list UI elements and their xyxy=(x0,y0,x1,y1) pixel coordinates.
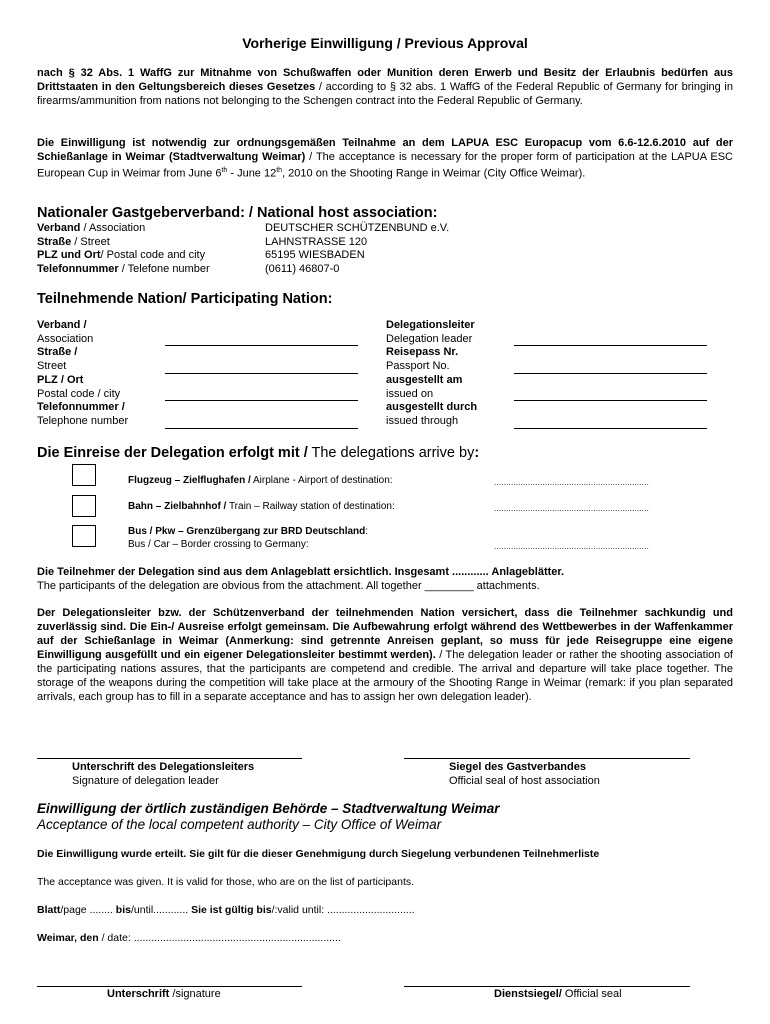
date-label: Weimar, den xyxy=(37,932,99,944)
assurance-de: Der Delegationsleiter bzw. der Schützenverband der teilnehmenden Nation versichert, dass die Teilnehmer sachkundig und zuverlässig sind. Die Ein-/ Ausreise erfolgt gemeinsam. Die Aufbewahrung erfolgt während des Wettbewerbes in der Waffenkammer auf der Schießanlage in Weimar (Anmerkung: sind getrennte Anreisen geplant, so muss für jede Reisegruppe eine eigene Einwilligung ausgefüllt und ein eigener Delegationsleiter bestimmt werden). xyxy=(37,607,733,661)
signature-label-en: Signature of delegation leader xyxy=(72,774,219,787)
participating-left-labels xyxy=(37,319,128,429)
label-en: Passport No. xyxy=(386,360,450,373)
arrival-heading xyxy=(37,445,479,461)
association-field[interactable] xyxy=(165,345,358,346)
host-heading: Nationaler Gastgeberverband: / National host association: xyxy=(37,205,438,221)
delegation-leader-signature-line[interactable] xyxy=(37,758,302,759)
bis-label: bis xyxy=(115,904,131,916)
official-seal-label xyxy=(494,988,622,1000)
label-de: Telefonnummer / xyxy=(37,401,125,414)
date-line xyxy=(37,932,341,944)
signature-label xyxy=(107,988,221,1000)
host-seal-line[interactable] xyxy=(404,758,690,759)
train-checkbox[interactable] xyxy=(72,495,96,517)
option-de: Bahn – Zielbahnhof / xyxy=(128,501,227,512)
label-en: Association xyxy=(37,332,94,345)
purpose-en-3: , 2010 on the Shooting Range in Weimar (City Office Weimar). xyxy=(282,167,586,180)
label-en: Delegation leader xyxy=(386,332,473,345)
participating-right-labels xyxy=(386,319,477,429)
attachment-text xyxy=(37,566,564,593)
bus-car-option-label xyxy=(128,525,368,551)
airplane-checkbox[interactable] xyxy=(72,464,96,486)
airplane-destination-field[interactable]: ................................................................ xyxy=(494,478,650,487)
train-option-label xyxy=(128,501,395,512)
label-de: Delegationsleiter xyxy=(386,319,475,331)
assurance-paragraph xyxy=(37,606,733,704)
option-de: Flugzeug – Zielflughafen / xyxy=(128,475,251,486)
arrival-heading-colon: : xyxy=(474,445,480,461)
bus-car-checkbox[interactable] xyxy=(72,525,96,547)
authority-signature-line[interactable] xyxy=(37,986,302,987)
airplane-option-label xyxy=(128,475,393,486)
host-label-en: / Association xyxy=(80,222,146,234)
assurance-en: / The delegation leader or rather the shooting association of the participating nations assures, that the participants are competend and credible. The arrival and departure will take place together. The storage of the weapons during the competition will take place at the armoury of the Shooting Range in Weimar (remark: if you plan separated arrivals, each group has to fill in a separate acceptance and has to assign her own delegation leader). xyxy=(37,649,733,703)
acceptance-given-en: The acceptance was given. It is valid for those, who are on the list of participants. xyxy=(37,876,415,888)
option-en-line2: Bus / Car – Border crossing to Germany: xyxy=(128,539,309,550)
authority-heading-de: Einwilligung der örtlich zuständigen Behörde – Stadtverwaltung Weimar xyxy=(37,801,500,816)
label-en: Street xyxy=(37,360,67,373)
purpose-paragraph xyxy=(37,136,733,181)
signature-label-de: Unterschrift des Delegationsleiters xyxy=(72,761,255,773)
acceptance-given-de: Die Einwilligung wurde erteilt. Sie gilt für die dieser Genehmigung durch Siegelung verbundenen Teilnehmerliste xyxy=(37,848,600,860)
arrival-heading-de: Die Einreise der Delegation erfolgt mit / xyxy=(37,445,308,461)
label-de: Verband / xyxy=(37,319,87,331)
train-destination-field[interactable]: ................................................................ xyxy=(494,504,650,513)
host-value-phone: (0611) 46807-0 xyxy=(265,263,340,276)
label-en: Postal code / city xyxy=(37,387,121,400)
seal-label-de: Dienstsiegel/ xyxy=(494,988,562,1000)
until-field[interactable]: /until............ xyxy=(130,904,192,916)
host-value-association: DEUTSCHER SCHÜTZENBUND e.V. xyxy=(265,222,450,234)
valid-until-label: Sie ist gültig bis xyxy=(191,904,272,916)
label-de: Reisepass Nr. xyxy=(386,346,459,359)
label-de: PLZ / Ort xyxy=(37,373,84,386)
postal-city-field[interactable] xyxy=(165,400,358,401)
host-values xyxy=(265,222,449,277)
label-de: ausgestellt am xyxy=(386,373,463,386)
border-crossing-field[interactable]: ................................................................ xyxy=(494,542,650,551)
host-value-street: LAHNSTRASSE 120 xyxy=(265,235,368,248)
host-label-de: Telefonnummer xyxy=(37,263,119,276)
blatt-label: Blatt xyxy=(37,904,61,916)
option-en: Train – Railway station of destination: xyxy=(226,501,395,512)
host-label-en: / Postal code and city xyxy=(100,249,206,262)
host-label-de: Verband xyxy=(37,222,81,234)
participating-heading: Teilnehmende Nation/ Participating Nation: xyxy=(37,291,333,307)
purpose-de: Die Einwilligung ist notwendig zur ordnungsgemäßen Teilnahme an dem LAPUA ESC Europacup vom 6.6-12.6.2010 auf der Schießanlage in Weimar (Stadtverwaltung Weimar) xyxy=(37,137,733,163)
signature-left-label xyxy=(72,761,254,788)
host-label-en: / Street xyxy=(71,235,110,248)
intro-de: nach § 32 Abs. 1 WaffG zur Mitnahme von Schußwaffen oder Munition deren Erwerb und Besitz der Erlaubnis bedürfen aus Drittstaaten in den Geltungsbereich dieses Gesetzes xyxy=(37,67,733,93)
street-field[interactable] xyxy=(165,373,358,374)
option-en: : xyxy=(365,526,369,537)
option-en: Airplane - Airport of destination: xyxy=(250,475,393,486)
page-title: Vorherige Einwilligung / Previous Approval xyxy=(242,35,528,51)
purpose-en-1: / The acceptance is necessary for the proper form of participation at the LAPUA ESC European Cup in Weimar from June 6 xyxy=(37,151,733,180)
signature-label-de: Unterschrift xyxy=(107,988,170,1000)
date-field[interactable]: / date: ....................................................................... xyxy=(98,932,341,944)
passport-field[interactable] xyxy=(514,373,707,374)
label-en: issued on xyxy=(386,387,434,400)
host-labels xyxy=(37,222,210,277)
official-seal-line[interactable] xyxy=(404,986,690,987)
label-en: Telephone number xyxy=(37,414,129,427)
seal-label-de: Siegel des Gastverbandes xyxy=(449,761,586,773)
intro-paragraph xyxy=(37,66,733,108)
valid-until-field[interactable]: /:valid until: .............................. xyxy=(271,904,415,916)
purpose-sup-2: th xyxy=(276,167,283,174)
label-de: ausgestellt durch xyxy=(386,401,478,414)
issued-on-field[interactable] xyxy=(514,400,707,401)
telephone-field[interactable] xyxy=(165,428,358,429)
label-de: Straße / xyxy=(37,346,78,359)
intro-en: / according to § 32 abs. 1 WaffG of the Federal Republic of Germany for bringing in firearms/ammunition from nations not belonging to the Schengen contract into the Federal Republic of Germany. xyxy=(37,81,733,107)
purpose-sup-1: th xyxy=(221,167,228,174)
arrival-heading-en: The delegations arrive by xyxy=(307,445,475,461)
label-en: issued through xyxy=(386,414,459,427)
host-label-en: / Telefone number xyxy=(118,263,210,276)
authority-heading-en: Acceptance of the local competent authority – City Office of Weimar xyxy=(37,817,442,832)
issued-through-field[interactable] xyxy=(514,428,707,429)
host-label-de: PLZ und Ort xyxy=(37,249,101,262)
seal-label-en: Official seal xyxy=(561,988,622,1000)
page-field[interactable]: /page ........ xyxy=(60,904,116,916)
host-value-city: 65195 WIESBADEN xyxy=(265,249,365,262)
option-de: Bus / Pkw – Grenzübergang zur BRD Deutschland xyxy=(128,526,366,537)
host-label-de: Straße xyxy=(37,235,72,248)
attachment-de: Die Teilnehmer der Delegation sind aus dem Anlageblatt ersichtlich. Insgesamt ............ Anlageblätter. xyxy=(37,566,565,578)
delegation-leader-field[interactable] xyxy=(514,345,707,346)
signature-label-en: /signature xyxy=(169,988,221,1000)
attachment-en: The participants of the delegation are obvious from the attachment. All together ________ attachments. xyxy=(37,579,540,592)
page-range-line xyxy=(37,904,415,916)
seal-label-en: Official seal of host association xyxy=(449,774,600,787)
purpose-en-2: - June 12 xyxy=(227,167,277,180)
authority-heading xyxy=(37,801,500,833)
seal-right-label xyxy=(449,761,600,788)
